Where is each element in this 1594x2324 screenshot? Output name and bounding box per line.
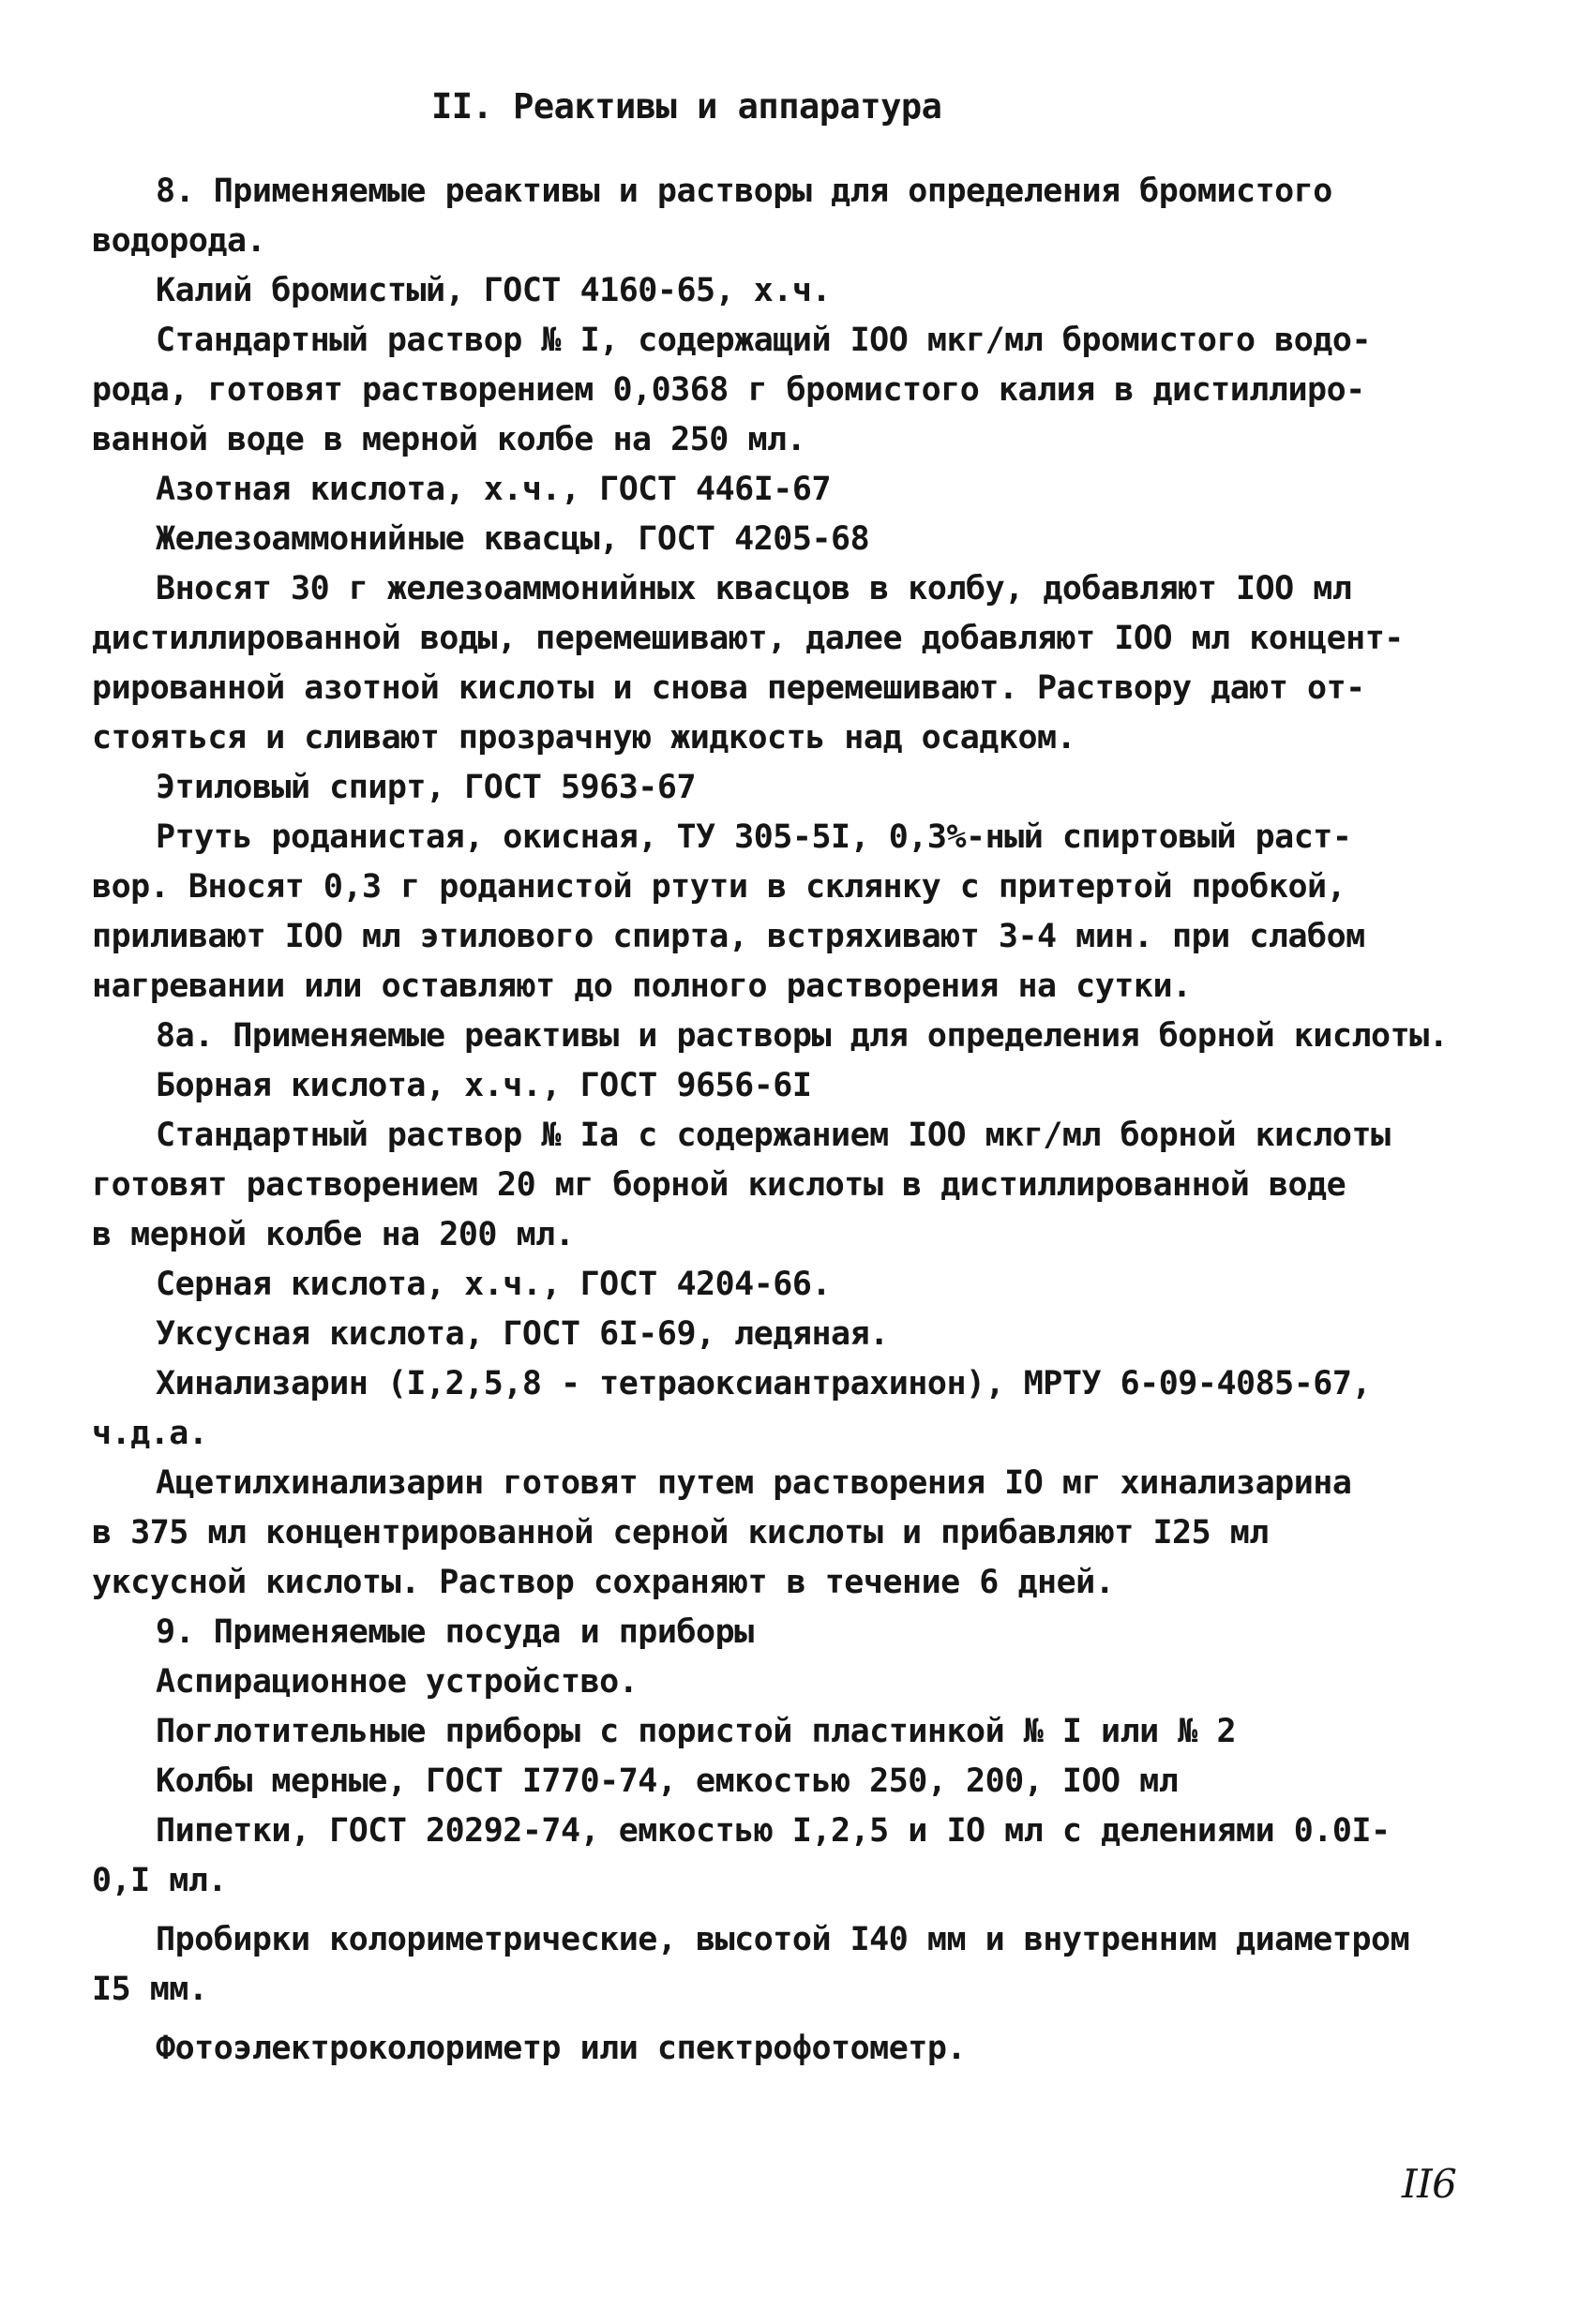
text-line: Вносят 30 г железоаммонийных квасцов в колбу, добавляют IOO мл — [156, 570, 1352, 607]
text-line: 8. Применяемые реактивы и растворы для определения бромистого — [156, 172, 1332, 210]
text-line: готовят растворением 20 мг борной кислоты в дистиллированной воде — [92, 1166, 1346, 1204]
text-line: Поглотительные приборы с пористой пластинкой № I или № 2 — [156, 1713, 1237, 1750]
section-title: II. Реактивы и аппаратура — [431, 86, 942, 127]
text-line: водорода. — [92, 222, 266, 260]
text-line: Хинализарин (I,2,5,8 - тетраоксиантрахинон), МРТУ 6-09-4085-67, — [156, 1365, 1372, 1402]
text-line: 8а. Применяемые реактивы и растворы для определения борной кислоты. — [156, 1017, 1449, 1055]
text-line: нагревании или оставляют до полного растворения на сутки. — [92, 967, 1192, 1005]
text-line: ванной воде в мерной колбе на 250 мл. — [92, 421, 806, 458]
text-line: Колбы мерные, ГОСТ I770-74, емкостью 250, 200, IOO мл — [156, 1762, 1179, 1800]
text-line: рированной азотной кислоты и снова перемешивают. Раствору дают от- — [92, 669, 1365, 707]
text-line: Калий бромистый, ГОСТ 4160-65, х.ч. — [156, 272, 832, 309]
text-line: Фотоэлектроколориметр или спектрофотометр. — [156, 2030, 967, 2067]
text-line: рода, готовят растворением 0,0368 г бромистого калия в дистиллиро- — [92, 371, 1365, 409]
text-line: уксусной кислоты. Раствор сохраняют в течение 6 дней. — [92, 1564, 1115, 1601]
text-line: Ртуть роданистая, окисная, ТУ 305-5I, 0,3%-ный спиртовый раст- — [156, 818, 1352, 856]
text-line: Уксусная кислота, ГОСТ 6I-69, ледяная. — [156, 1315, 889, 1353]
text-line: Борная кислота, х.ч., ГОСТ 9656-6I — [156, 1067, 812, 1104]
text-line: ч.д.а. — [92, 1415, 208, 1452]
text-line: Ацетилхинализарин готовят путем растворения IO мг хинализарина — [156, 1464, 1352, 1502]
text-line: стояться и сливают прозрачную жидкость над осадком. — [92, 719, 1076, 757]
text-line: в мерной колбе на 200 мл. — [92, 1216, 575, 1253]
text-line: в 375 мл концентрированной серной кислоты и прибавляют I25 мл — [92, 1514, 1269, 1552]
text-line: Пробирки колориметрические, высотой I40 мм и внутренним диаметром — [156, 1921, 1410, 1958]
text-line: Азотная кислота, х.ч., ГОСТ 446I-67 — [156, 471, 832, 508]
text-line: Пипетки, ГОСТ 20292-74, емкостью I,2,5 и IO мл с делениями 0.0I- — [156, 1812, 1391, 1850]
text-line: вор. Вносят 0,3 г роданистой ртути в склянку с притертой пробкой, — [92, 868, 1346, 906]
text-line: 0,I мл. — [92, 1862, 228, 1899]
text-line: Стандартный раствор № I, содержащий IOO мкг/мл бромистого водо- — [156, 322, 1372, 359]
text-line: Стандартный раствор № Iа с содержанием IOO мкг/мл борной кислоты — [156, 1117, 1391, 1154]
text-line: I5 мм. — [92, 1971, 208, 2008]
document-body — [92, 167, 1498, 2074]
text-line: Аспирационное устройство. — [156, 1663, 639, 1701]
text-line: Железоаммонийные квасцы, ГОСТ 4205-68 — [156, 520, 870, 558]
text-line: Серная кислота, х.ч., ГОСТ 4204-66. — [156, 1266, 832, 1303]
page-number: II6 — [1402, 2161, 1457, 2207]
text-line: приливают IOO мл этилового спирта, встряхивают 3-4 мин. при слабом — [92, 918, 1365, 955]
text-line: дистиллированной воды, перемешивают, далее добавляют IOO мл концент- — [92, 620, 1404, 657]
text-line: 9. Применяемые посуда и приборы — [156, 1613, 754, 1651]
text-line: Этиловый спирт, ГОСТ 5963-67 — [156, 769, 697, 806]
